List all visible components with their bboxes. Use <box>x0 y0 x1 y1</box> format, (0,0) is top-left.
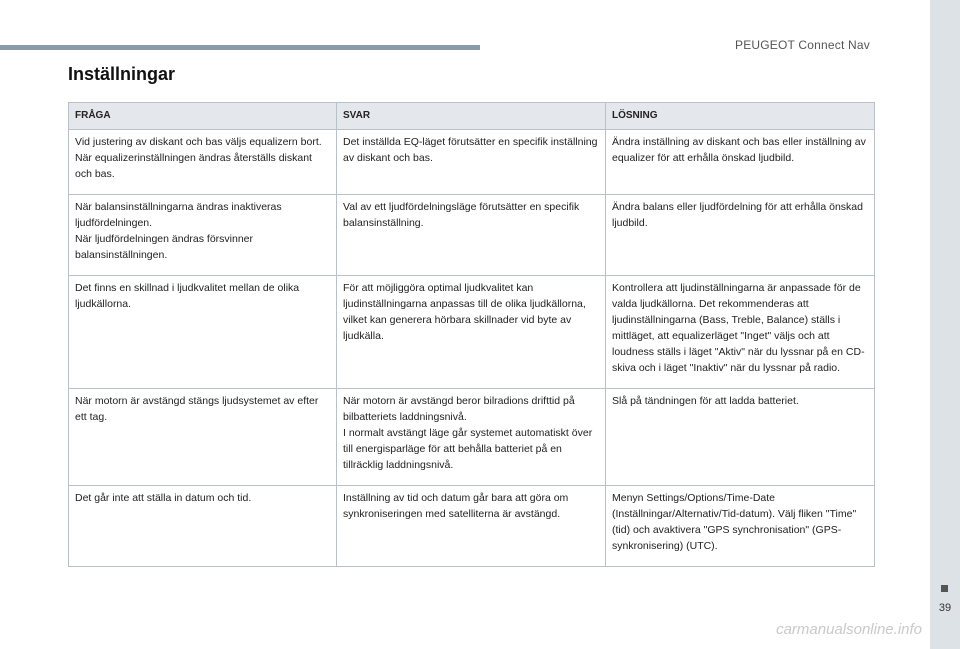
answer-cell: Inställning av tid och datum går bara att göra om synkroniseringen med satelliterna är avstängd. <box>337 486 606 567</box>
table-header-row <box>69 103 875 130</box>
page-number: 39 <box>938 602 952 614</box>
troubleshooting-table <box>68 102 875 567</box>
table-row <box>69 486 875 567</box>
question-cell: När motorn är avstängd stängs ljudsystemet av efter ett tag. <box>69 389 337 486</box>
table-row <box>69 130 875 195</box>
section-end-marker <box>941 585 948 592</box>
question-cell: Det går inte att ställa in datum och tid. <box>69 486 337 567</box>
table-row <box>69 195 875 276</box>
answer-cell: Val av ett ljudfördelningsläge förutsätter en specifik balansinställning. <box>337 195 606 276</box>
column-header-solution: LÖSNING <box>606 103 875 130</box>
solution-cell: Ändra inställning av diskant och bas eller inställning av equalizer för att erhålla önskad ljudbild. <box>606 130 875 195</box>
answer-cell: Det inställda EQ-läget förutsätter en specifik inställning av diskant och bas. <box>337 130 606 195</box>
page-title: Inställningar <box>68 64 176 84</box>
answer-cell: För att möjliggöra optimal ljudkvalitet kan ljudinställningarna anpassas till de olika ljudkällorna, vilket kan generera hörbara skillnader vid byte av ljudkälla. <box>337 276 606 389</box>
brand-label: PEUGEOT Connect Nav <box>735 38 870 52</box>
column-header-answer: SVAR <box>337 103 606 130</box>
question-cell: När balansinställningarna ändras inaktiveras ljudfördelningen. När ljudfördelningen ändras försvinner balansinställningen. <box>69 195 337 276</box>
header-accent-bar <box>0 45 480 50</box>
column-header-question: FRÅGA <box>69 103 337 130</box>
solution-cell: Kontrollera att ljudinställningarna är anpassade för de valda ljudkällorna. Det rekommenderas att ljudinställningarna (Bass, Treble, Balance) ställs i mittläget, att equalizerläget "Inget" väljs och att loudness ställs i läget "Aktiv" när du lyssnar på en CD-skiva och i läget "Inaktiv" när du lyssnar på radio. <box>606 276 875 389</box>
table-row <box>69 389 875 486</box>
solution-cell: Slå på tändningen för att ladda batteriet. <box>606 389 875 486</box>
table-row <box>69 276 875 389</box>
solution-cell: Menyn Settings/Options/Time-Date (Inställningar/Alternativ/Tid-datum). Välj fliken "Time" (tid) och avaktivera "GPS synchronisation" (GPS-synkronisering) (UTC). <box>606 486 875 567</box>
solution-cell: Ändra balans eller ljudfördelning för att erhålla önskad ljudbild. <box>606 195 875 276</box>
question-cell: Det finns en skillnad i ljudkvalitet mellan de olika ljudkällorna. <box>69 276 337 389</box>
question-cell: Vid justering av diskant och bas väljs equalizern bort. När equalizerinställningen ändras återställs diskant och bas. <box>69 130 337 195</box>
watermark: carmanualsonline.info <box>776 621 922 638</box>
answer-cell: När motorn är avstängd beror bilradions drifttid på bilbatteriets laddningsnivå. I normalt avstängt läge går systemet automatiskt över till energisparläge för att behålla batteriet på en tillräcklig laddningsnivå. <box>337 389 606 486</box>
page-sidebar <box>930 0 960 649</box>
